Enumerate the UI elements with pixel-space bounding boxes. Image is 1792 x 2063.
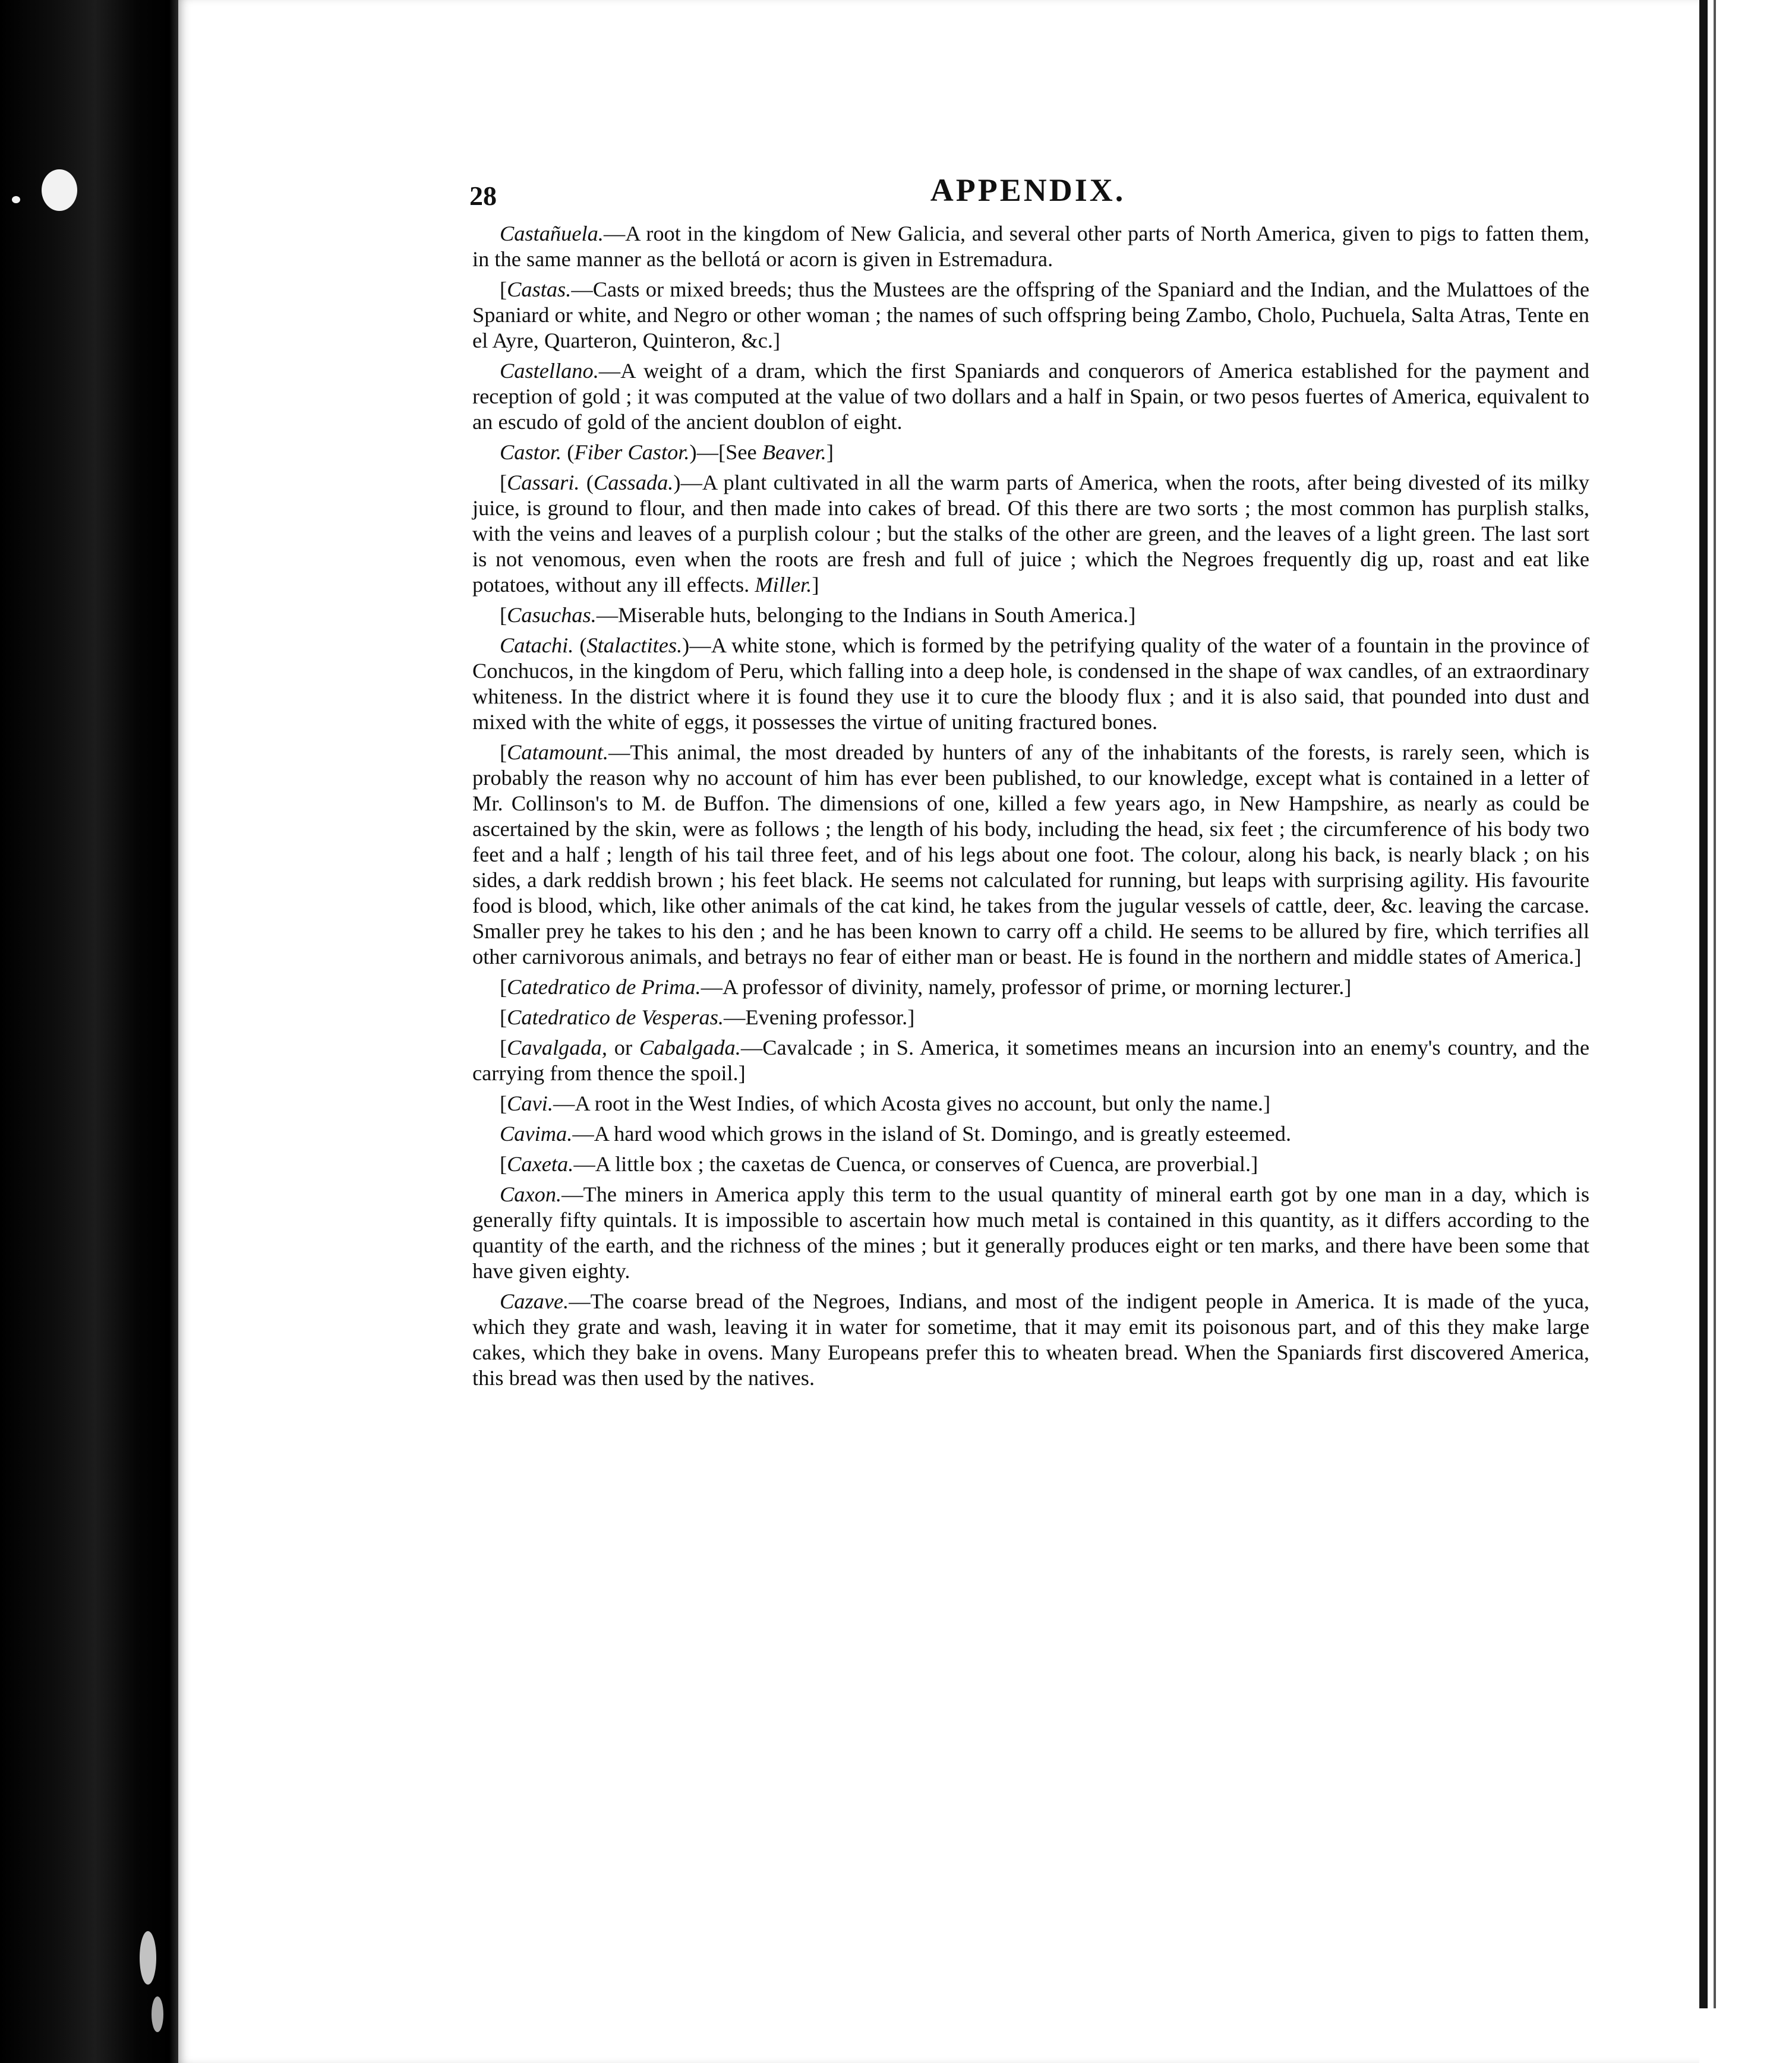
- appendix-entry: [472, 1152, 1589, 1177]
- entry-term: Castor.: [500, 440, 562, 464]
- entry-term: Castellano.: [500, 359, 599, 383]
- entry-open-bracket: [: [500, 471, 507, 494]
- entry-definition: —The coarse bread of the Negroes, Indians, and most of the indigent people in America. It is made of the yuca, which they grate and wash, leaving it in water for sometime, that it may emit its poisonous part, and of this they make large cakes, which they bake in ovens. Many Europeans prefer this to wheaten bread. When the Spaniards first discovered America, this bread was then used by the natives.: [472, 1289, 1589, 1390]
- appendix-entry: [472, 358, 1589, 435]
- entry-term: Catamount.: [507, 740, 608, 764]
- entry-definition: —A professor of divinity, namely, professor of prime, or morning lecturer.]: [701, 975, 1352, 999]
- spine-speck: [12, 196, 20, 203]
- appendix-entry: [472, 1121, 1589, 1147]
- entry-term: Castañuela.: [500, 222, 604, 245]
- entry-definition: —A root in the West Indies, of which Acosta gives no account, but only the name.]: [553, 1092, 1271, 1115]
- spine-speck: [140, 1931, 156, 1985]
- entry-definition: ]: [826, 440, 834, 464]
- entry-cross-reference: Beaver.: [762, 440, 826, 464]
- entry-term: Cavalgada,: [507, 1036, 607, 1059]
- spine-speck: [152, 1996, 163, 2032]
- appendix-entry: [472, 221, 1589, 272]
- entry-author: Miller.: [755, 573, 812, 597]
- entry-alt-term: Cassada.: [593, 471, 674, 494]
- page-header: [469, 169, 1586, 217]
- entry-term: Castas.: [507, 277, 572, 301]
- entry-open-bracket: [: [500, 1152, 507, 1176]
- appendix-entry: [472, 1182, 1589, 1284]
- appendix-entries: [472, 221, 1589, 1396]
- entry-term: Casuchas.: [507, 603, 597, 627]
- entry-term: Cavima.: [500, 1122, 573, 1146]
- entry-alt-term: Cabalgada.: [639, 1036, 741, 1059]
- entry-term: Catedratico de Vesperas.: [507, 1005, 724, 1029]
- entry-open-bracket: [: [500, 740, 507, 764]
- entry-open-bracket: [: [500, 1036, 507, 1059]
- entry-definition: —This animal, the most dreaded by hunters of any of the inhabitants of the forests, is rarely seen, which is probably the reason why no account of him has ever been published, to our knowledge, except what is contained in a letter of Mr. Collinson's to M. de Buffon. The dimensions of one, killed a few years ago, in New Hampshire, as nearly as could be ascertained by the skin, were as follows ; the length of his body, including the head, six feet ; the circumference of his body two feet and a half ; length of his tail three feet, and of his legs about one foot. The colour, along his back, is nearly black ; on his sides, a dark reddish brown ; his feet black. He seems not calculated for running, but leaps with surprising agility. His favourite food is blood, which, like other animals of the cat kind, he takes from the jugular vessels of cattle, deer, &c. leaving the carcase. Smaller prey he takes to his den ; and he has been known to carry off a child. He seems to be allured by fire, which terrifies all other carnivorous animals, and betrays no fear of either man or beast. He is found in the northern and middle states of America.]: [472, 740, 1589, 969]
- appendix-entry: [472, 440, 1589, 465]
- entry-term: Caxon.: [500, 1182, 562, 1206]
- entry-definition: —A hard wood which grows in the island of St. Domingo, and is greatly esteemed.: [572, 1122, 1292, 1146]
- entry-term: Cazave.: [500, 1289, 569, 1313]
- entry-definition: —A little box ; the caxetas de Cuenca, or conserves of Cuenca, are proverbial.]: [573, 1152, 1258, 1176]
- entry-close-bracket: ]: [812, 573, 819, 597]
- entry-connector: (: [573, 633, 587, 657]
- entry-connector: ): [682, 633, 690, 657]
- entry-alt-term: Stalactites.: [586, 633, 683, 657]
- appendix-entry: [472, 633, 1589, 735]
- spine-speck: [42, 169, 77, 211]
- entry-connector: )—[See: [689, 440, 762, 464]
- entry-connector: or: [607, 1036, 639, 1059]
- appendix-entry: [472, 470, 1589, 598]
- page-edge-line: [1699, 0, 1708, 2008]
- entry-definition: —A white stone, which is formed by the petrifying quality of the water of a fountain in the province of Conchucos, in the kingdom of Peru, which falling into a deep hole, is condensed in the shape of wax candles, of an extraordinary whiteness. In the district where it is found they use it to cure the bloody flux ; and it is also said, that pounded into dust and mixed with the white of eggs, it possesses the virtue of uniting fractured bones.: [472, 633, 1590, 734]
- book-spine: [0, 0, 178, 2063]
- entry-term: Catachi.: [500, 633, 574, 657]
- page-number: 28: [469, 181, 497, 211]
- entry-term: Catedratico de Prima.: [507, 975, 701, 999]
- entry-open-bracket: [: [500, 277, 507, 301]
- running-head: APPENDIX.: [930, 172, 1126, 208]
- entry-definition: —Evening professor.]: [724, 1005, 915, 1029]
- entry-open-bracket: [: [500, 603, 507, 627]
- entry-term: Cassari.: [507, 471, 580, 494]
- entry-definition: —Casts or mixed breeds; thus the Mustees are the offspring of the Spaniard and the Indian, and the Mulattoes of the Spaniard or white, and Negro or other woman ; the names of such offspring being Zambo, Cholo, Puchuela, Salta Atras, Tente en el Ayre, Quarteron, Quinteron, &c.]: [472, 277, 1589, 352]
- appendix-entry: [472, 1091, 1589, 1116]
- entry-open-bracket: [: [500, 1005, 507, 1029]
- entry-alt-term: Fiber Castor.: [574, 440, 690, 464]
- appendix-entry: [472, 1289, 1589, 1391]
- entry-connector: (: [561, 440, 575, 464]
- appendix-entry: [472, 277, 1589, 354]
- entry-open-bracket: [: [500, 975, 507, 999]
- appendix-entry: [472, 740, 1589, 970]
- entry-definition: —The miners in America apply this term to the usual quantity of mineral earth got by one man in a day, which is generally fifty quintals. It is impossible to ascertain how much metal is contained in this quantity, as it differs according to the quantity of the earth, and the richness of the mines ; but it generally produces eight or ten marks, and there have been some that have given eighty.: [472, 1182, 1589, 1283]
- entry-definition: —A root in the kingdom of New Galicia, and several other parts of North America, given to pigs to fatten them, in the same manner as the bellotá or acorn is given in Estremadura.: [472, 222, 1589, 271]
- page-edge-line: [1714, 0, 1716, 2008]
- entry-definition: —Cavalcade ; in S. America, it sometimes means an incursion into an enemy's country, and the carrying from thence the spoil.]: [472, 1036, 1589, 1085]
- entry-term: Caxeta.: [507, 1152, 574, 1176]
- appendix-entry: [472, 974, 1589, 1000]
- next-page-edge: [1699, 0, 1792, 2063]
- entry-open-bracket: [: [500, 1092, 507, 1115]
- entry-connector: ): [673, 471, 681, 494]
- entry-term: Cavi.: [507, 1092, 553, 1115]
- entry-connector: (: [579, 471, 594, 494]
- appendix-entry: [472, 1005, 1589, 1030]
- entry-definition: —Miserable huts, belonging to the Indians in South America.]: [596, 603, 1136, 627]
- appendix-entry: [472, 603, 1589, 628]
- entry-definition: —A weight of a dram, which the first Spaniards and conquerors of America established for the payment and reception of gold ; it was computed at the value of two dollars and a half in Spain, or two pesos fuertes of America, equivalent to an escudo of gold of the ancient doublon of eight.: [472, 359, 1589, 434]
- entry-definition: —A plant cultivated in all the warm parts of America, when the roots, after being divested of its milky juice, is ground to flour, and then made into cakes of bread. Of this there are two sorts ; the most common has purplish stalks, with the veins and leaves of a purplish colour ; but the stalks of the other are green, and the leaves of a light green. The last sort is not venomous, even when the roots are fresh and full of juice ; which the Negroes frequently dig up, roast and eat like potatoes, without any ill effects.: [472, 471, 1589, 597]
- appendix-entry: [472, 1035, 1589, 1086]
